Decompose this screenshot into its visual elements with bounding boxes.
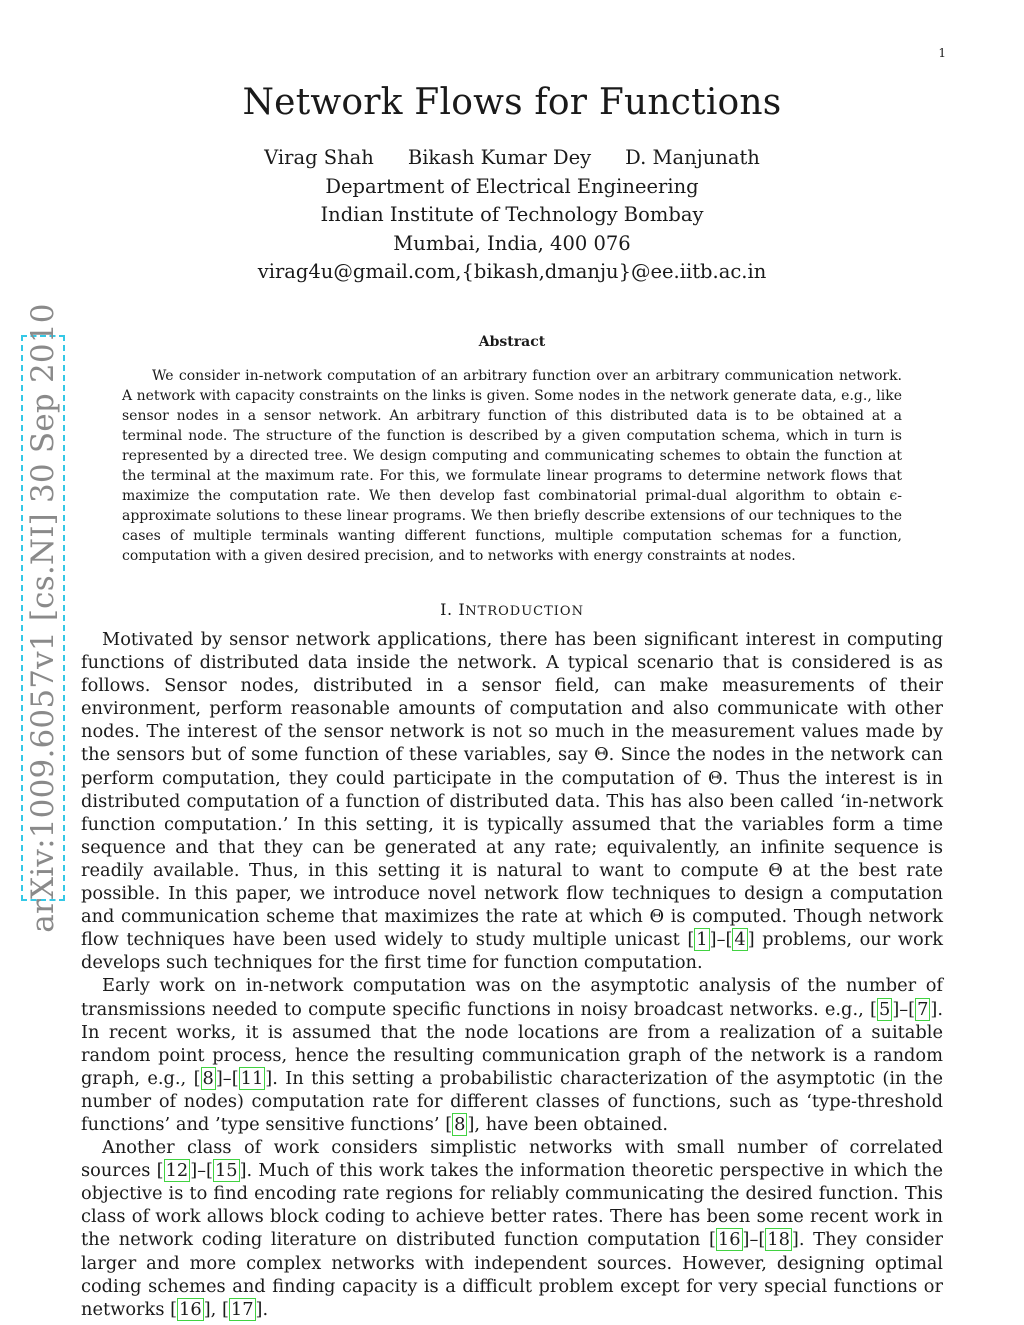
citation-link[interactable]: 12 (165, 1160, 189, 1182)
citation-link[interactable]: 15 (214, 1160, 238, 1182)
citation-link[interactable]: 16 (717, 1229, 741, 1251)
citation-link[interactable]: 1 (696, 929, 708, 951)
body-text (81, 628, 943, 1321)
citation-link[interactable]: 8 (454, 1113, 466, 1135)
abstract-heading: Abstract (478, 334, 546, 350)
author-name: Virag Shah (264, 146, 374, 169)
paragraph-text: . Much of this work takes the information theoretic perspective in which the objective is to find encoding rate regions for reliably communicating the desired function. This class of work allows block coding to achieve better rates. There has been some recent work in the network coding literature on distributed function computation (81, 1160, 943, 1251)
paper-title: Network Flows for Functions (242, 82, 782, 123)
paragraph-3: Another class of work considers simplistic networks with small number of correlated sources [ 12 ]–[ 15 ]. Much of this work takes the information theoretic perspective in which the objective is to find encoding rate regions for reliably communicating the desired function. This class of work allows block coding to achieve better rates. There has been some recent work in the network coding literature on distributed function computation [ 16 ]–[ 18 ]. They consider larger and more complex networks with independent sources. However, designing optimal coding schemes and finding capacity is a difficult problem except for very special functions or networks [ 16 ], [ 17 ]. (81, 1137, 943, 1320)
paragraph-1: Motivated by sensor network applications, there has been significant interest in computing functions of distributed data inside the network. A typical scenario that is considered is as follows. Sensor nodes, distributed in a sensor field, can make measurements of their environment, perform reasonable amounts of computation and also communicate with other nodes. The interest of the sensor network is not so much in the measurement values made by the sensors but of some function of these variables, say Θ. Since the nodes in the network can perform computation, they could participate in the computation of Θ. Thus the interest is in distributed computation of a function of distributed data. This has also been called ‘in-network function computation.’ In this setting, it is typically assumed that the variables form a time sequence and that they can be generated at any rate; equivalently, an infinite sequence is readily available. Thus, in this setting it is natural to want to compute Θ at the best rate possible. In this paper, we introduce novel network flow techniques to design a computation and communication scheme that maximizes the rate at which Θ is computed. Though network flow techniques have been used widely to study multiple unicast [ 1 ]–[ 4 ] problems, our work develops such techniques for the first time for function computation. (81, 629, 943, 974)
author-address: Mumbai, India, 400 076 (393, 231, 631, 255)
author-name: D. Manjunath (625, 146, 760, 169)
section-initial: I (458, 600, 466, 619)
author-department: Department of Electrical Engineering (325, 174, 699, 198)
citation-link[interactable]: 8 (202, 1067, 214, 1089)
paragraph-text: . In recent works, it is assumed that the node locations are from a realization of a suitable random point process, hence the resulting communication graph of the network is a random graph, e.g., (81, 998, 943, 1089)
citation-separator: – (716, 929, 726, 951)
citation-separator: – (197, 1160, 207, 1182)
citation-separator: – (749, 1229, 759, 1251)
citation-separator: – (222, 1067, 232, 1089)
citation-link[interactable]: 18 (767, 1229, 790, 1251)
paragraph-text: Another class of work considers simplistic networks with small number of correlated sources (81, 1137, 943, 1182)
paragraph-2: Early work on in-network computation was on the asymptotic analysis of the number of transmissions needed to compute specific functions in noisy broadcast networks. e.g., [ 5 ]–[ 7 ]. In recent works, it is assumed that the node locations are from a realization of a suitable random point process, hence the resulting communication graph of the network is a random graph, e.g., [ 8 ]–[ 11 ]. In this setting a probabilistic characterization of the asymptotic (in the number of nodes) computation rate for different classes of functions, such as ‘type-threshold functions’ and ’type sensitive functions’ [ 8 ], have been obtained. (81, 975, 943, 1135)
citation-link[interactable]: 16 (179, 1298, 202, 1320)
paragraph-text: . In this setting a probabilistic characterization of the asymptotic (in the number of nodes) computation rate for different classes of functions, such as ‘type-threshold functions’ and ’type sensitive functions’ (81, 1067, 943, 1135)
section-title-rest: NTRODUCTION (465, 604, 584, 619)
paragraph-text: . (262, 1298, 269, 1320)
paragraph-text: . They consider larger and more complex networks with independent sources. However, designing optimal coding schemes and finding capacity is a difficult problem except for very special functions or networks (81, 1229, 943, 1320)
author-institute: Indian Institute of Technology Bombay (320, 203, 704, 226)
citation-link[interactable]: 17 (230, 1298, 254, 1320)
paragraph-text: , have been obtained. (474, 1113, 669, 1135)
citation-link[interactable]: 11 (240, 1067, 264, 1089)
citation-link[interactable]: 5 (878, 998, 891, 1020)
citation-link[interactable]: 7 (917, 998, 929, 1020)
citation-separator: – (899, 998, 909, 1020)
section-number: I. (440, 600, 453, 619)
citation-link[interactable]: 4 (734, 929, 746, 951)
citation-separator: , (210, 1298, 222, 1320)
paragraph-text: problems, our work develops such techniques for the first time for function computation. (81, 929, 943, 974)
author-email: virag4u@gmail.com,{bikash,dmanju}@ee.iitb.ac.in (257, 260, 767, 283)
author-names (0, 144, 1024, 173)
abstract-text: We consider in-network computation of an arbitrary function over an arbitrary communication network. A network with capacity constraints on the links is given. Some nodes in the network generate data, e.g., like sensor nodes in a sensor network. An arbitrary function of this distributed data is to be obtained at a terminal node. The structure of the function is described by a given computation schema, which in turn is represented by a directed tree. We design computing and communicating schemes to obtain the function at the terminal at the maximum rate. For this, we formulate linear programs to determine network flows that maximize the computation rate. We then develop fast combinatorial primal-dual algorithm to obtain ϵ-approximate solutions to these linear programs. We then briefly describe extensions of our techniques to the cases of multiple terminals wanting different functions, multiple computation schemas for a function, computation with a given desired precision, and to networks with energy constraints at nodes. (122, 368, 902, 564)
arxiv-stamp: arXiv:1009.6057v1 [cs.NI] 30 Sep 2010 (25, 303, 61, 933)
paragraph-text: Motivated by sensor network applications, there has been significant interest in computing functions of distributed data inside the network. A typical scenario that is considered is as follows. Sensor nodes, distributed in a sensor field, can make measurements of their environment, perform reasonable amounts of computation and also communicate with other nodes. The interest of the sensor network is not so much in the measurement values made by the sensors but of some function of these variables, say Θ. Since the nodes in the network can perform computation, they could participate in the computation of Θ. Thus the interest is in distributed computation of a function of distributed data. This has also been called ‘in-network function computation.’ In this setting, it is typically assumed that the variables form a time sequence and that they can be generated at any rate; equivalently, an infinite sequence is readily available. Thus, in this setting it is natural to want to compute Θ at the best rate possible. In this paper, we introduce novel network flow techniques to design a computation and communication scheme that maximizes the rate at which Θ is computed. Though network flow techniques have been used widely to study multiple unicast (81, 629, 943, 951)
page-number: 1 (938, 46, 946, 60)
author-block (0, 144, 1024, 287)
author-name: Bikash Kumar Dey (407, 146, 592, 169)
paragraph-text: Early work on in-network computation was on the asymptotic analysis of the number of transmissions needed to compute specific functions in noisy broadcast networks. e.g., (81, 975, 943, 1020)
section-heading (0, 600, 1024, 619)
